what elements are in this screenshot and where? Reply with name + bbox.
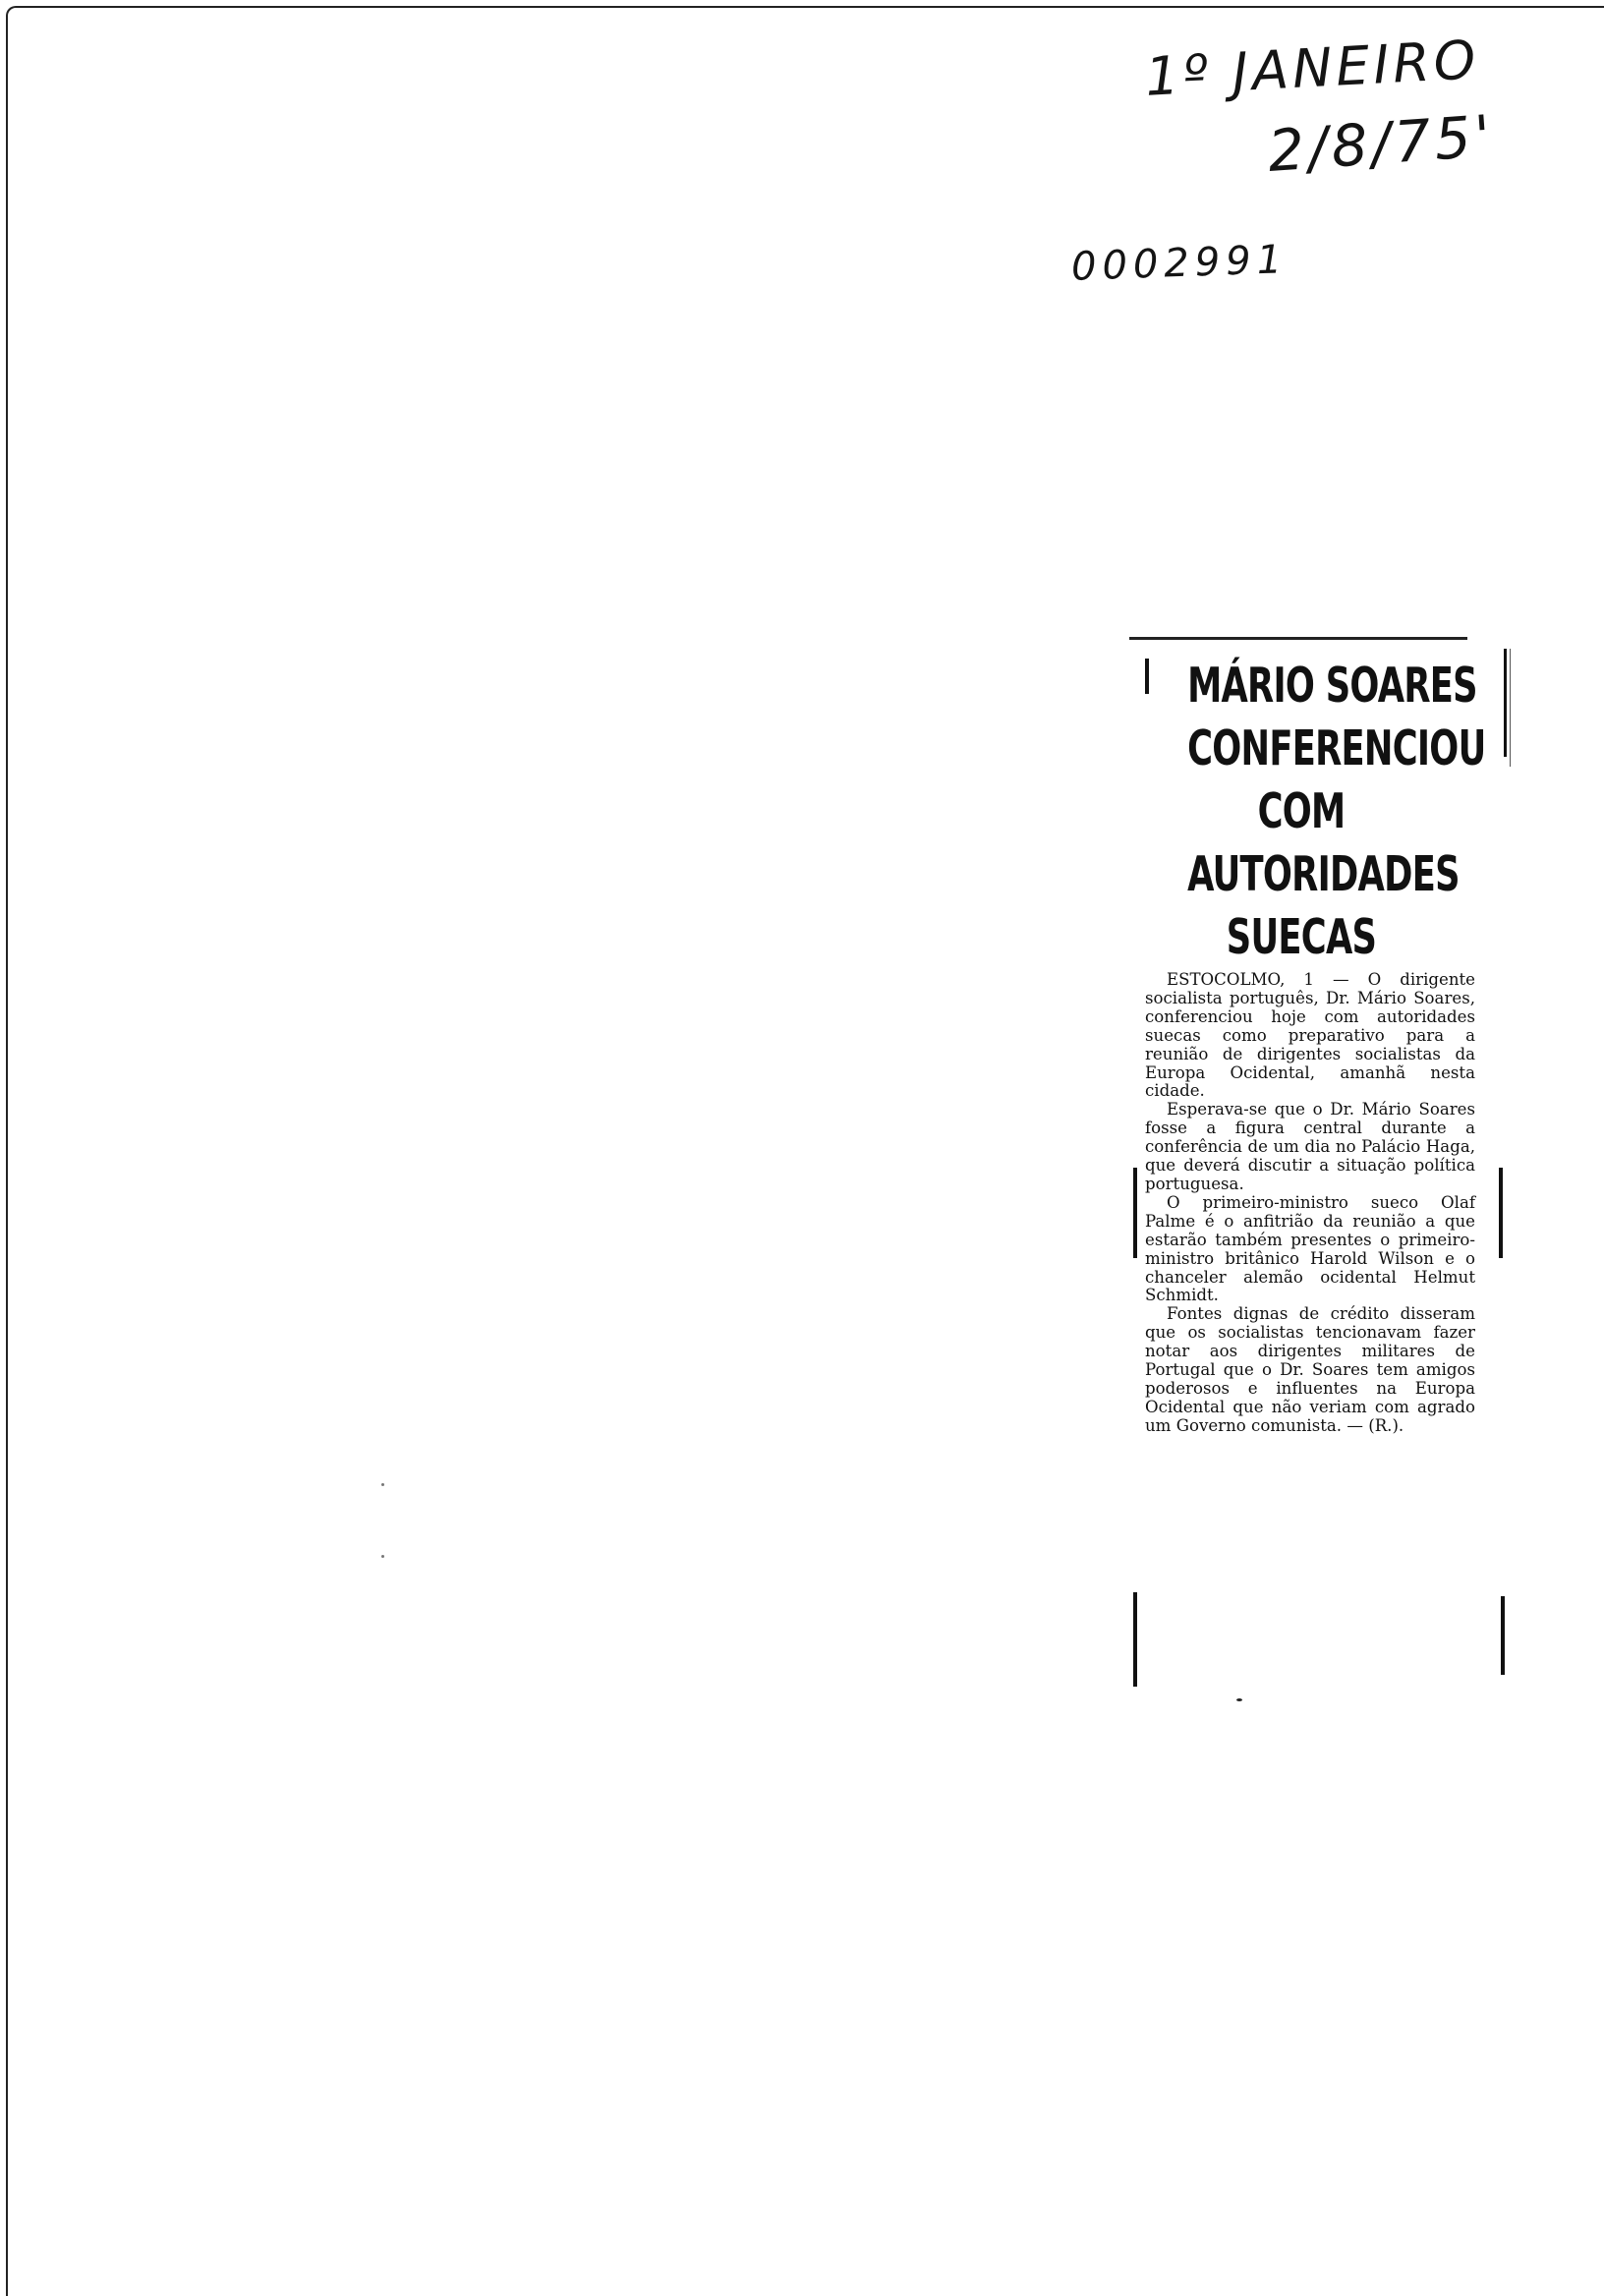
left-column-rule — [1145, 659, 1149, 694]
headline-line: CONFERENCIOU — [1187, 720, 1486, 776]
right-column-rule-thin — [1510, 649, 1511, 767]
headline-line: COM — [1257, 783, 1346, 839]
article-paragraph: O primeiro-ministro sueco Olaf Palme é o anfitrião da reunião a que estarão também presentes o primeiro-ministro britânico Harold Wilson e o chanceler alemão ocidental Helmut Schmidt. — [1145, 1192, 1475, 1305]
scan-speck — [381, 1483, 384, 1486]
left-column-rule — [1133, 1168, 1137, 1258]
handwritten-archive-number: 0002991 — [1070, 237, 1289, 290]
scan-speck — [1236, 1698, 1242, 1701]
right-column-rule — [1504, 649, 1507, 757]
headline-line: SUECAS — [1226, 909, 1377, 965]
headline-line: MÁRIO SOARES — [1187, 658, 1477, 714]
right-column-rule — [1501, 1596, 1505, 1675]
clipping-top-rule — [1129, 637, 1467, 640]
left-column-rule — [1133, 1592, 1137, 1687]
newspaper-clipping — [1125, 637, 1491, 1700]
article-body — [1145, 971, 1475, 1436]
handwritten-source-annotation: 1º JANEIRO — [1143, 29, 1481, 108]
article-paragraph: Esperava-se que o Dr. Mário Soares fosse a figura central durante a conferência de um dia no Palácio Haga, que deverá discutir a situação política portuguesa. — [1145, 1100, 1475, 1193]
article-headline — [1187, 655, 1486, 969]
handwritten-date-annotation: 2/8/75' — [1265, 102, 1497, 185]
headline-line: AUTORIDADES — [1187, 846, 1460, 902]
article-paragraph: Fontes dignas de crédito disseram que os socialistas tencionavam fazer notar aos dirigentes militares de Portugal que o Dr. Soares tem amigos poderosos e influentes na Europa Ocidental que não veriam com agrado um Governo comunista. — (R.). — [1145, 1304, 1475, 1435]
right-column-rule — [1499, 1168, 1503, 1258]
article-paragraph: ESTOCOLMO, 1 — O dirigente socialista português, Dr. Mário Soares, conferenciou hoje com autoridades suecas como preparativo para a reunião de dirigentes socialistas da Europa Ocidental, amanhã nesta cidade. — [1145, 970, 1475, 1101]
scan-speck — [381, 1555, 384, 1558]
